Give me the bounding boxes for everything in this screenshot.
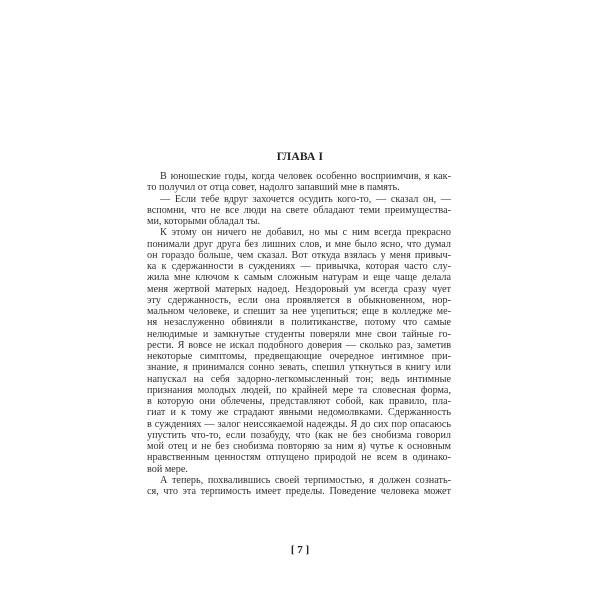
text-line: — Если тебе вдруг захочется осудить кого-то, — сказал он, —	[160, 193, 451, 205]
text-line: К этому он ничего не добавил, но мы с ним всегда прекрасно	[160, 227, 451, 239]
text-line: меня жертвой матерых надоед. Нездоровый ум всегда сразу чует	[147, 283, 451, 295]
text-line: в суждениях — залог неиссякаемой надежды. Я до сих пор опасаюсь	[147, 418, 451, 430]
text-line: понимали друг друга без лишних слов, и мне было ясно, что думал	[147, 238, 451, 250]
text-line: ка к сдержанности в суждениях — привычка, которая часто слу-	[147, 261, 451, 272]
text-line: то получил от отца совет, надолго запавший мне в память.	[147, 182, 400, 194]
text-line: нравственным ценностям отпущено природой не всем в одинако-	[147, 452, 451, 464]
page-number: [ 7 ]	[290, 544, 310, 556]
text-line: некоторые симптомы, предвещающие очередное интимное при-	[147, 351, 451, 362]
text-line: вой мере.	[147, 463, 188, 475]
text-line: признания молодых людей, по крайней мере та словесная форма,	[147, 384, 451, 396]
chapter-body-text	[147, 171, 451, 497]
text-line: в которую они облечены, представляют собой, как правило, пла-	[147, 396, 451, 407]
text-line: В юношеские годы, когда человек особенно восприимчив, я как-	[160, 171, 451, 182]
text-line: жила мне ключом к самым сложным натурам и еще чаще делала	[147, 272, 451, 284]
chapter-title: ГЛАВА I	[276, 151, 324, 163]
text-line: вспомни, что не все люди на свете обладают теми преимущества-	[147, 204, 451, 216]
text-line: мальном человеке, и спешит за нее уцепиться; еще в колледже ме-	[147, 306, 451, 317]
text-line: мой отец и не без снобизма повторяю за ним я) чутье к основным	[147, 441, 451, 452]
text-line: ми, которыми обладал ты.	[147, 216, 261, 227]
text-line: он гораздо больше, чем сказал. Вот откуда взялась у меня привыч-	[147, 249, 451, 261]
text-line: гиат и к тому же страдают явными недомолвками. Сдержанность	[147, 407, 451, 419]
text-line: упустить что-то, если позабуду, что (как не без снобизма говорил	[147, 429, 451, 441]
text-line: нелюдимые и замкнутые студенты поверяли мне свои тайные го-	[147, 328, 451, 340]
text-line: ня незаслуженно обвиняли в политиканстве, потому что самые	[147, 317, 451, 329]
text-line: эту сдержанность, если она проявляется в обыкновенном, нор-	[147, 294, 451, 306]
text-line: рести. Я вовсе не искал подобного доверия — сколько раз, заметив	[147, 339, 451, 351]
text-line: А теперь, похвалившись своей терпимостью, я должен сознать-	[160, 474, 451, 486]
text-line: знание, я принимался сонно зевать, спешил уткнуться в книгу или	[147, 362, 451, 374]
text-line: ся, что эта терпимость имеет пределы. Поведение человека может	[147, 486, 451, 497]
text-line: напускал на себя задорно-легкомысленный тон; ведь интимные	[147, 373, 451, 385]
